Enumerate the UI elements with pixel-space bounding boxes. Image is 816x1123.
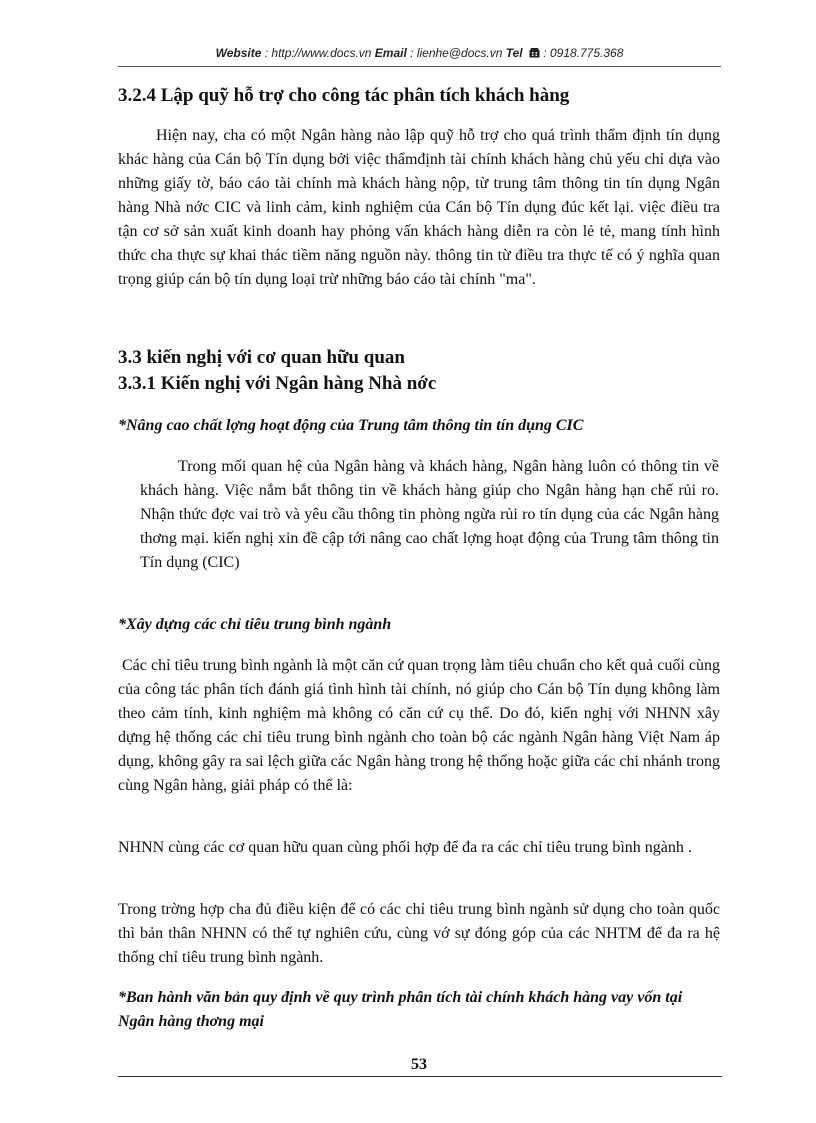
email-value: : lienhe@docs.vn <box>406 46 506 60</box>
website-value: : http://www.docs.vn <box>261 46 375 60</box>
paragraph-industry-2: NHNN cùng các cơ quan hữu quan cùng phối hợp để đa ra các chỉ tiêu trung bình ngành . <box>118 839 692 856</box>
paragraph-industry-3: Trong trờng hợp cha đủ điều kiện để có các chỉ tiêu trung bình ngành sử dụng cho toàn quốc thì bản thân NHNN có thể tự nghiên cứu, cùng vớ sự đóng góp của các NHTM để đa ra hệ thống chỉ tiêu trung bình ngành. <box>118 901 720 966</box>
heading-3-3-1: 3.3.1 Kiến nghị với Ngân hàng Nhà nớc <box>118 373 437 394</box>
header-divider <box>118 66 721 67</box>
phone-icon <box>529 47 540 61</box>
item-title-regulation: *Ban hành văn bản quy định về quy trình phân tích tài chính khách hàng vay vốn tại Ngân hàng thơng mại <box>118 989 683 1030</box>
item-title-industry: *Xây dựng các chỉ tiêu trung bình ngành <box>118 616 392 633</box>
paragraph-cic: Trong mối quan hệ của Ngân hàng và khách hàng, Ngân hàng luôn có thông tin về khách hàng. Việc nắm bắt thông tin về khách hàng giúp cho Ngân hàng hạn chế rủi ro. Nhận thức đợc vai trò và yêu cầu thông tin phòng ngừa rủi ro tín dụng của các Ngân hàng thơng mại. kiến nghị xin đề cập tới nâng cao chất lợng hoạt động của Trung tâm thông tin Tín dụng (CIC) <box>140 458 719 571</box>
heading-3-2-4: 3.2.4 Lập quỹ hỗ trợ cho công tác phân tích khách hàng <box>118 85 570 106</box>
tel-value: : 0918.775.368 <box>539 46 624 60</box>
tel-label: Tel <box>505 46 523 60</box>
paragraph-quy-ho-tro: Hiện nay, cha có một Ngân hàng nào lập quỹ hỗ trợ cho quá trình thẩm định tín dụng khác hàng của Cán bộ Tín dụng bởi việc thẩmđịnh tài chính khách hàng chủ yếu chỉ dựa vào những giấy tờ, báo cáo tài chính mà khách hàng nộp, từ trung tâm thông tin tín dụng Ngân hàng Nhà nớc CIC và linh cảm, kinh nghiệm của Cán bộ Tín dụng đúc kết lại. việc điều tra tận cơ sở sản xuất kinh doanh hay phỏng vấn khách hàng diễn ra còn lẻ tẻ, mang tính hình thức cha thực sự khai thác tiềm năng nguồn này. thông tin từ điều tra thực tế có ý nghĩa quan trọng giúp cán bộ tín dụng loại trừ những báo cáo tài chính "ma". <box>118 127 720 288</box>
email-label: Email <box>374 46 407 60</box>
page-number: 53 <box>411 1056 427 1073</box>
paragraph-industry-1: Các chỉ tiêu trung bình ngành là một căn cứ quan trọng làm tiêu chuẩn cho kết quả cuối cùng của công tác phân tích đánh giá tình hình tài chính, nó giúp cho Cán bộ Tín dụng không làm theo cảm tính, kinh nghiệm mà không có căn cứ cụ thể. Do đó, kiến nghị với NHNN xây dựng hệ thống các chỉ tiêu trung bình ngành cho toàn bộ các ngành Ngân hàng Việt Nam áp dụng, không gây ra sai lệch giữa các Ngân hàng trong hệ thống hoặc giữa các chi nhánh trong cùng Ngân hàng, giải pháp có thể là: <box>118 657 720 794</box>
heading-3-3: 3.3 kiến nghị với cơ quan hữu quan <box>118 347 405 368</box>
item-title-cic: *Nâng cao chất lợng hoạt động của Trung tâm thông tin tín dụng CIC <box>118 417 584 434</box>
footer-divider <box>118 1076 722 1077</box>
website-label: Website <box>215 46 262 60</box>
page-header <box>118 46 721 61</box>
